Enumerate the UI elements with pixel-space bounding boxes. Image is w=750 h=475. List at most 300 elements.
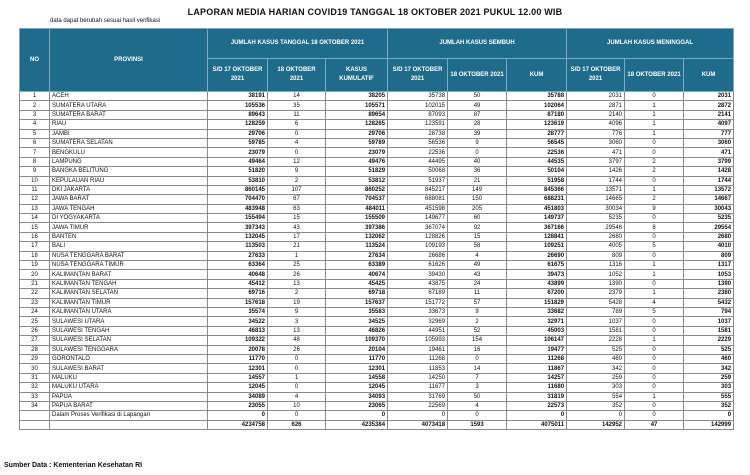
row-no: 22 bbox=[20, 289, 50, 298]
row-no: 5 bbox=[20, 129, 50, 138]
row-no bbox=[20, 420, 50, 429]
cell-kasus-kum: 23065 bbox=[326, 401, 388, 410]
cell-kasus-today: 17 bbox=[268, 232, 326, 241]
row-provinsi: PAPUA bbox=[50, 392, 208, 401]
cell-sembuh-prev: 39430 bbox=[388, 270, 448, 279]
cell-sembuh-today: 60 bbox=[448, 214, 507, 223]
cell-kasus-prev: 89643 bbox=[208, 110, 268, 119]
cell-kasus-today: 26 bbox=[268, 270, 326, 279]
cell-meninggal-kum: 2141 bbox=[684, 110, 734, 119]
cell-sembuh-today: 7 bbox=[448, 373, 507, 382]
cell-sembuh-kum: 151829 bbox=[507, 298, 567, 307]
cell-kasus-prev: 63364 bbox=[208, 261, 268, 270]
cell-kasus-kum: 105571 bbox=[326, 101, 388, 110]
cell-meninggal-kum: 555 bbox=[684, 392, 734, 401]
cell-kasus-today: 35 bbox=[268, 101, 326, 110]
cell-sembuh-prev: 14250 bbox=[388, 373, 448, 382]
table-row bbox=[20, 270, 734, 279]
cell-meninggal-kum: 1053 bbox=[684, 270, 734, 279]
verification-note: data dapat berubah sesuai hasil verifikasi bbox=[50, 18, 161, 24]
cell-kasus-prev: 4234758 bbox=[208, 420, 268, 429]
cell-meninggal-today: 1 bbox=[625, 289, 684, 298]
cell-sembuh-prev: 151772 bbox=[388, 298, 448, 307]
table-row bbox=[20, 364, 734, 373]
header-sembuh-kum: KUM bbox=[507, 59, 567, 92]
cell-meninggal-kum: 29554 bbox=[684, 223, 734, 232]
cell-kasus-today: 4 bbox=[268, 138, 326, 147]
cell-sembuh-kum: 367166 bbox=[507, 223, 567, 232]
cell-sembuh-kum: 0 bbox=[507, 411, 567, 420]
cell-kasus-kum: 46826 bbox=[326, 326, 388, 335]
cell-kasus-today: 63 bbox=[268, 204, 326, 213]
cell-kasus-kum: 29706 bbox=[326, 129, 388, 138]
cell-sembuh-prev: 11853 bbox=[388, 364, 448, 373]
row-provinsi: NUSA TENGGARA BARAT bbox=[50, 251, 208, 260]
row-provinsi: BALI bbox=[50, 242, 208, 251]
table-row bbox=[20, 242, 734, 251]
cell-kasus-prev: 49464 bbox=[208, 157, 268, 166]
row-provinsi: KALIMANTAN TENGAH bbox=[50, 279, 208, 288]
covid-data-table bbox=[19, 28, 734, 430]
cell-sembuh-kum: 4075011 bbox=[507, 420, 567, 429]
cell-kasus-today: 10 bbox=[268, 401, 326, 410]
cell-meninggal-today: 0 bbox=[625, 326, 684, 335]
cell-kasus-today: 12 bbox=[268, 157, 326, 166]
cell-kasus-today: 626 bbox=[268, 420, 326, 429]
cell-kasus-prev: 109322 bbox=[208, 336, 268, 345]
table-row bbox=[20, 261, 734, 270]
cell-meninggal-kum: 30043 bbox=[684, 204, 734, 213]
row-no: 4 bbox=[20, 120, 50, 129]
cell-meninggal-kum: 1428 bbox=[684, 167, 734, 176]
cell-meninggal-prev: 460 bbox=[567, 354, 625, 363]
table-row bbox=[20, 383, 734, 392]
cell-meninggal-today: 1 bbox=[625, 270, 684, 279]
cell-sembuh-prev: 31769 bbox=[388, 392, 448, 401]
cell-kasus-kum: 69718 bbox=[326, 289, 388, 298]
cell-meninggal-kum: 342 bbox=[684, 364, 734, 373]
cell-kasus-today: 0 bbox=[268, 364, 326, 373]
table-body bbox=[20, 92, 734, 430]
cell-meninggal-prev: 142952 bbox=[567, 420, 625, 429]
cell-kasus-prev: 860145 bbox=[208, 185, 268, 194]
cell-kasus-kum: 109370 bbox=[326, 336, 388, 345]
cell-sembuh-kum: 67200 bbox=[507, 289, 567, 298]
cell-sembuh-prev: 367074 bbox=[388, 223, 448, 232]
cell-sembuh-kum: 44535 bbox=[507, 157, 567, 166]
cell-meninggal-prev: 30034 bbox=[567, 204, 625, 213]
cell-kasus-prev: 34522 bbox=[208, 317, 268, 326]
cell-kasus-today: 13 bbox=[268, 326, 326, 335]
header-group-meninggal: JUMLAH KASUS MENINGGAL bbox=[567, 29, 734, 59]
cell-meninggal-kum: 352 bbox=[684, 401, 734, 410]
cell-meninggal-prev: 4096 bbox=[567, 120, 625, 129]
row-no: 7 bbox=[20, 148, 50, 157]
cell-kasus-prev: 14557 bbox=[208, 373, 268, 382]
cell-meninggal-prev: 0 bbox=[567, 411, 625, 420]
cell-meninggal-kum: 5235 bbox=[684, 214, 734, 223]
cell-sembuh-prev: 28738 bbox=[388, 129, 448, 138]
cell-kasus-prev: 20078 bbox=[208, 345, 268, 354]
table-row bbox=[20, 354, 734, 363]
row-provinsi: KALIMANTAN BARAT bbox=[50, 270, 208, 279]
cell-sembuh-kum: 87180 bbox=[507, 110, 567, 119]
cell-sembuh-today: 49 bbox=[448, 101, 507, 110]
cell-sembuh-kum: 109251 bbox=[507, 242, 567, 251]
cell-meninggal-prev: 14665 bbox=[567, 195, 625, 204]
table-row bbox=[20, 345, 734, 354]
cell-kasus-kum: 53812 bbox=[326, 176, 388, 185]
cell-kasus-prev: 38191 bbox=[208, 92, 268, 101]
cell-sembuh-kum: 33682 bbox=[507, 307, 567, 316]
cell-sembuh-today: 3 bbox=[448, 383, 507, 392]
cell-meninggal-kum: 2380 bbox=[684, 289, 734, 298]
cell-kasus-today: 4 bbox=[268, 392, 326, 401]
cell-meninggal-kum: 4010 bbox=[684, 242, 734, 251]
cell-meninggal-kum: 525 bbox=[684, 345, 734, 354]
cell-meninggal-prev: 4005 bbox=[567, 242, 625, 251]
cell-sembuh-today: 57 bbox=[448, 298, 507, 307]
cell-sembuh-prev: 451598 bbox=[388, 204, 448, 213]
row-no: 21 bbox=[20, 279, 50, 288]
cell-sembuh-kum: 61675 bbox=[507, 261, 567, 270]
cell-meninggal-kum: 142999 bbox=[684, 420, 734, 429]
cell-sembuh-today: 28 bbox=[448, 120, 507, 129]
cell-kasus-prev: 46813 bbox=[208, 326, 268, 335]
row-provinsi: JAWA BARAT bbox=[50, 195, 208, 204]
cell-kasus-kum: 0 bbox=[326, 411, 388, 420]
cell-meninggal-prev: 352 bbox=[567, 401, 625, 410]
header-kasus-kum: KASUS KUMULATIF bbox=[326, 59, 388, 92]
header-kasus-prev: S/D 17 OKTOBER 2021 bbox=[208, 59, 268, 92]
cell-sembuh-kum: 39473 bbox=[507, 270, 567, 279]
row-provinsi: KEPULAUAN RIAU bbox=[50, 176, 208, 185]
cell-sembuh-prev: 123591 bbox=[388, 120, 448, 129]
cell-kasus-kum: 113524 bbox=[326, 242, 388, 251]
cell-kasus-today: 15 bbox=[268, 214, 326, 223]
cell-sembuh-kum: 56545 bbox=[507, 138, 567, 147]
cell-meninggal-prev: 1037 bbox=[567, 317, 625, 326]
table-row bbox=[20, 289, 734, 298]
row-no: 9 bbox=[20, 167, 50, 176]
cell-kasus-today: 1 bbox=[268, 373, 326, 382]
cell-sembuh-prev: 11677 bbox=[388, 383, 448, 392]
cell-sembuh-today: 52 bbox=[448, 326, 507, 335]
cell-sembuh-today: 4 bbox=[448, 401, 507, 410]
row-no: 20 bbox=[20, 270, 50, 279]
row-provinsi: SUMATERA SELATAN bbox=[50, 138, 208, 147]
cell-meninggal-today: 0 bbox=[625, 92, 684, 101]
cell-kasus-today: 0 bbox=[268, 148, 326, 157]
cell-meninggal-today: 5 bbox=[625, 307, 684, 316]
cell-meninggal-kum: 2680 bbox=[684, 232, 734, 241]
cell-kasus-today: 19 bbox=[268, 298, 326, 307]
cell-meninggal-today: 0 bbox=[625, 148, 684, 157]
cell-kasus-kum: 157637 bbox=[326, 298, 388, 307]
cell-meninggal-today: 0 bbox=[625, 232, 684, 241]
row-provinsi: PAPUA BARAT bbox=[50, 401, 208, 410]
row-no: 30 bbox=[20, 364, 50, 373]
table-row bbox=[20, 148, 734, 157]
cell-sembuh-kum: 11268 bbox=[507, 354, 567, 363]
cell-kasus-today: 0 bbox=[268, 411, 326, 420]
cell-sembuh-kum: 19477 bbox=[507, 345, 567, 354]
cell-kasus-today: 2 bbox=[268, 176, 326, 185]
cell-kasus-kum: 11770 bbox=[326, 354, 388, 363]
cell-kasus-kum: 27634 bbox=[326, 251, 388, 260]
header-meninggal-kum: KUM bbox=[684, 59, 734, 92]
table-row bbox=[20, 195, 734, 204]
row-provinsi: DKI JAKARTA bbox=[50, 185, 208, 194]
row-provinsi: JAWA TIMUR bbox=[50, 223, 208, 232]
cell-sembuh-today: 39 bbox=[448, 129, 507, 138]
row-no: 8 bbox=[20, 157, 50, 166]
cell-sembuh-today: 16 bbox=[448, 345, 507, 354]
header-meninggal-today: 18 OKTOBER 2021 bbox=[625, 59, 684, 92]
cell-meninggal-kum: 1390 bbox=[684, 279, 734, 288]
cell-meninggal-prev: 2140 bbox=[567, 110, 625, 119]
cell-meninggal-prev: 789 bbox=[567, 307, 625, 316]
cell-sembuh-kum: 11867 bbox=[507, 364, 567, 373]
table-row bbox=[20, 92, 734, 101]
cell-kasus-today: 2 bbox=[268, 289, 326, 298]
cell-sembuh-prev: 19461 bbox=[388, 345, 448, 354]
table-row bbox=[20, 204, 734, 213]
cell-meninggal-today: 0 bbox=[625, 279, 684, 288]
row-provinsi bbox=[50, 420, 208, 429]
cell-meninggal-prev: 3797 bbox=[567, 157, 625, 166]
header-meninggal-prev: S/D 17 OKTOBER 2021 bbox=[567, 59, 625, 92]
header-no: NO bbox=[20, 29, 50, 92]
row-no: 10 bbox=[20, 176, 50, 185]
cell-sembuh-today: 50 bbox=[448, 92, 507, 101]
cell-kasus-kum: 49476 bbox=[326, 157, 388, 166]
cell-kasus-kum: 34093 bbox=[326, 392, 388, 401]
cell-sembuh-today: 43 bbox=[448, 270, 507, 279]
row-no: 18 bbox=[20, 251, 50, 260]
cell-meninggal-kum: 4097 bbox=[684, 120, 734, 129]
cell-sembuh-today: 0 bbox=[448, 411, 507, 420]
cell-kasus-today: 0 bbox=[268, 129, 326, 138]
cell-kasus-prev: 155494 bbox=[208, 214, 268, 223]
row-provinsi: LAMPUNG bbox=[50, 157, 208, 166]
cell-meninggal-prev: 471 bbox=[567, 148, 625, 157]
cell-meninggal-today: 0 bbox=[625, 251, 684, 260]
table-row bbox=[20, 223, 734, 232]
cell-sembuh-kum: 102064 bbox=[507, 101, 567, 110]
cell-kasus-prev: 23055 bbox=[208, 401, 268, 410]
cell-kasus-today: 67 bbox=[268, 195, 326, 204]
cell-kasus-today: 14 bbox=[268, 92, 326, 101]
cell-kasus-prev: 34089 bbox=[208, 392, 268, 401]
cell-meninggal-prev: 2871 bbox=[567, 101, 625, 110]
row-provinsi: Dalam Proses Verifikasi di Lapangan bbox=[50, 411, 208, 420]
cell-sembuh-prev: 4073418 bbox=[388, 420, 448, 429]
cell-kasus-prev: 35574 bbox=[208, 307, 268, 316]
row-no: 3 bbox=[20, 110, 50, 119]
cell-sembuh-today: 0 bbox=[448, 148, 507, 157]
cell-sembuh-kum: 35788 bbox=[507, 92, 567, 101]
cell-meninggal-kum: 2229 bbox=[684, 336, 734, 345]
table-row bbox=[20, 101, 734, 110]
cell-sembuh-kum: 14257 bbox=[507, 373, 567, 382]
cell-kasus-today: 26 bbox=[268, 345, 326, 354]
row-no: 27 bbox=[20, 336, 50, 345]
row-no: 25 bbox=[20, 317, 50, 326]
table-row bbox=[20, 336, 734, 345]
cell-sembuh-prev: 32969 bbox=[388, 317, 448, 326]
cell-kasus-kum: 14558 bbox=[326, 373, 388, 382]
report-title: LAPORAN MEDIA HARIAN COVID19 TANGGAL 18 OKTOBER 2021 PUKUL 12.00 WIB bbox=[187, 7, 563, 17]
cell-sembuh-today: 40 bbox=[448, 157, 507, 166]
cell-meninggal-kum: 3799 bbox=[684, 157, 734, 166]
cell-sembuh-today: 87 bbox=[448, 110, 507, 119]
table-row bbox=[20, 401, 734, 410]
cell-sembuh-today: 9 bbox=[448, 138, 507, 147]
cell-sembuh-kum: 22573 bbox=[507, 401, 567, 410]
cell-meninggal-prev: 1581 bbox=[567, 326, 625, 335]
cell-meninggal-prev: 1316 bbox=[567, 261, 625, 270]
cell-kasus-today: 1 bbox=[268, 251, 326, 260]
cell-kasus-kum: 38205 bbox=[326, 92, 388, 101]
cell-sembuh-today: 49 bbox=[448, 261, 507, 270]
table-row bbox=[20, 129, 734, 138]
cell-sembuh-prev: 43875 bbox=[388, 279, 448, 288]
cell-meninggal-kum: 1581 bbox=[684, 326, 734, 335]
cell-kasus-today: 0 bbox=[268, 354, 326, 363]
row-provinsi: KALIMANTAN SELATAN bbox=[50, 289, 208, 298]
cell-sembuh-kum: 32971 bbox=[507, 317, 567, 326]
cell-kasus-prev: 29706 bbox=[208, 129, 268, 138]
cell-meninggal-today: 9 bbox=[625, 204, 684, 213]
cell-sembuh-kum: 688231 bbox=[507, 195, 567, 204]
cell-kasus-today: 0 bbox=[268, 383, 326, 392]
cell-kasus-kum: 59789 bbox=[326, 138, 388, 147]
cell-kasus-kum: 397386 bbox=[326, 223, 388, 232]
cell-meninggal-kum: 777 bbox=[684, 129, 734, 138]
row-no: 24 bbox=[20, 307, 50, 316]
cell-meninggal-prev: 342 bbox=[567, 364, 625, 373]
cell-kasus-today: 25 bbox=[268, 261, 326, 270]
cell-meninggal-prev: 1744 bbox=[567, 176, 625, 185]
cell-kasus-kum: 155509 bbox=[326, 214, 388, 223]
header-group-sembuh: JUMLAH KASUS SEMBUH bbox=[388, 29, 567, 59]
cell-meninggal-today: 1 bbox=[625, 336, 684, 345]
header-sembuh-prev: S/D 17 OKTOBER 2021 bbox=[388, 59, 448, 92]
cell-meninggal-kum: 13572 bbox=[684, 185, 734, 194]
cell-sembuh-prev: 102015 bbox=[388, 101, 448, 110]
row-no: 23 bbox=[20, 298, 50, 307]
cell-sembuh-today: 1593 bbox=[448, 420, 507, 429]
cell-meninggal-today: 0 bbox=[625, 176, 684, 185]
row-no: 34 bbox=[20, 401, 50, 410]
cell-kasus-prev: 23079 bbox=[208, 148, 268, 157]
cell-meninggal-today: 1 bbox=[625, 110, 684, 119]
cell-sembuh-kum: 45003 bbox=[507, 326, 567, 335]
cell-meninggal-prev: 776 bbox=[567, 129, 625, 138]
cell-sembuh-prev: 845217 bbox=[388, 185, 448, 194]
cell-meninggal-prev: 5235 bbox=[567, 214, 625, 223]
cell-meninggal-prev: 13571 bbox=[567, 185, 625, 194]
cell-kasus-prev: 397343 bbox=[208, 223, 268, 232]
cell-meninggal-today: 0 bbox=[625, 214, 684, 223]
cell-meninggal-today: 4 bbox=[625, 298, 684, 307]
cell-kasus-prev: 0 bbox=[208, 411, 268, 420]
cell-sembuh-prev: 87093 bbox=[388, 110, 448, 119]
total-row bbox=[20, 420, 734, 429]
cell-kasus-kum: 34525 bbox=[326, 317, 388, 326]
cell-kasus-kum: 89654 bbox=[326, 110, 388, 119]
cell-kasus-kum: 35583 bbox=[326, 307, 388, 316]
cell-meninggal-prev: 1426 bbox=[567, 167, 625, 176]
row-provinsi: KALIMANTAN TIMUR bbox=[50, 298, 208, 307]
cell-meninggal-today: 0 bbox=[625, 354, 684, 363]
cell-meninggal-kum: 5432 bbox=[684, 298, 734, 307]
row-no: 11 bbox=[20, 185, 50, 194]
row-provinsi: SULAWESI UTARA bbox=[50, 317, 208, 326]
cell-meninggal-today: 0 bbox=[625, 138, 684, 147]
cell-sembuh-kum: 106147 bbox=[507, 336, 567, 345]
cell-meninggal-kum: 809 bbox=[684, 251, 734, 260]
cell-meninggal-prev: 2031 bbox=[567, 92, 625, 101]
cell-meninggal-kum: 794 bbox=[684, 307, 734, 316]
cell-sembuh-prev: 109193 bbox=[388, 242, 448, 251]
cell-kasus-prev: 132045 bbox=[208, 232, 268, 241]
table-row bbox=[20, 392, 734, 401]
row-no: 13 bbox=[20, 204, 50, 213]
cell-sembuh-today: 154 bbox=[448, 336, 507, 345]
row-provinsi: SULAWESI BARAT bbox=[50, 364, 208, 373]
cell-meninggal-kum: 303 bbox=[684, 383, 734, 392]
row-provinsi: SULAWESI TENGAH bbox=[50, 326, 208, 335]
cell-kasus-today: 48 bbox=[268, 336, 326, 345]
cell-meninggal-today: 1 bbox=[625, 120, 684, 129]
row-provinsi: ACEH bbox=[50, 92, 208, 101]
cell-meninggal-kum: 1037 bbox=[684, 317, 734, 326]
cell-kasus-prev: 11770 bbox=[208, 354, 268, 363]
row-no: 31 bbox=[20, 373, 50, 382]
cell-kasus-kum: 23079 bbox=[326, 148, 388, 157]
row-no: 33 bbox=[20, 392, 50, 401]
cell-meninggal-today: 0 bbox=[625, 411, 684, 420]
table-row bbox=[20, 138, 734, 147]
table-row bbox=[20, 176, 734, 185]
cell-sembuh-prev: 128826 bbox=[388, 232, 448, 241]
row-provinsi: SUMATERA BARAT bbox=[50, 110, 208, 119]
cell-meninggal-today: 0 bbox=[625, 364, 684, 373]
cell-sembuh-prev: 44951 bbox=[388, 326, 448, 335]
cell-sembuh-kum: 845366 bbox=[507, 185, 567, 194]
table-row bbox=[20, 317, 734, 326]
cell-sembuh-today: 50 bbox=[448, 392, 507, 401]
row-no: 19 bbox=[20, 261, 50, 270]
table-row bbox=[20, 326, 734, 335]
header-provinsi: PROVINSI bbox=[50, 29, 208, 92]
table-row bbox=[20, 298, 734, 307]
cell-meninggal-prev: 29546 bbox=[567, 223, 625, 232]
cell-meninggal-today: 5 bbox=[625, 242, 684, 251]
cell-sembuh-prev: 11268 bbox=[388, 354, 448, 363]
cell-kasus-prev: 483948 bbox=[208, 204, 268, 213]
cell-meninggal-today: 1 bbox=[625, 129, 684, 138]
cell-kasus-prev: 12301 bbox=[208, 364, 268, 373]
cell-meninggal-kum: 471 bbox=[684, 148, 734, 157]
table-row bbox=[20, 185, 734, 194]
row-provinsi: KALIMANTAN UTARA bbox=[50, 307, 208, 316]
cell-meninggal-prev: 2379 bbox=[567, 289, 625, 298]
cell-kasus-prev: 51820 bbox=[208, 167, 268, 176]
cell-meninggal-today: 0 bbox=[625, 383, 684, 392]
